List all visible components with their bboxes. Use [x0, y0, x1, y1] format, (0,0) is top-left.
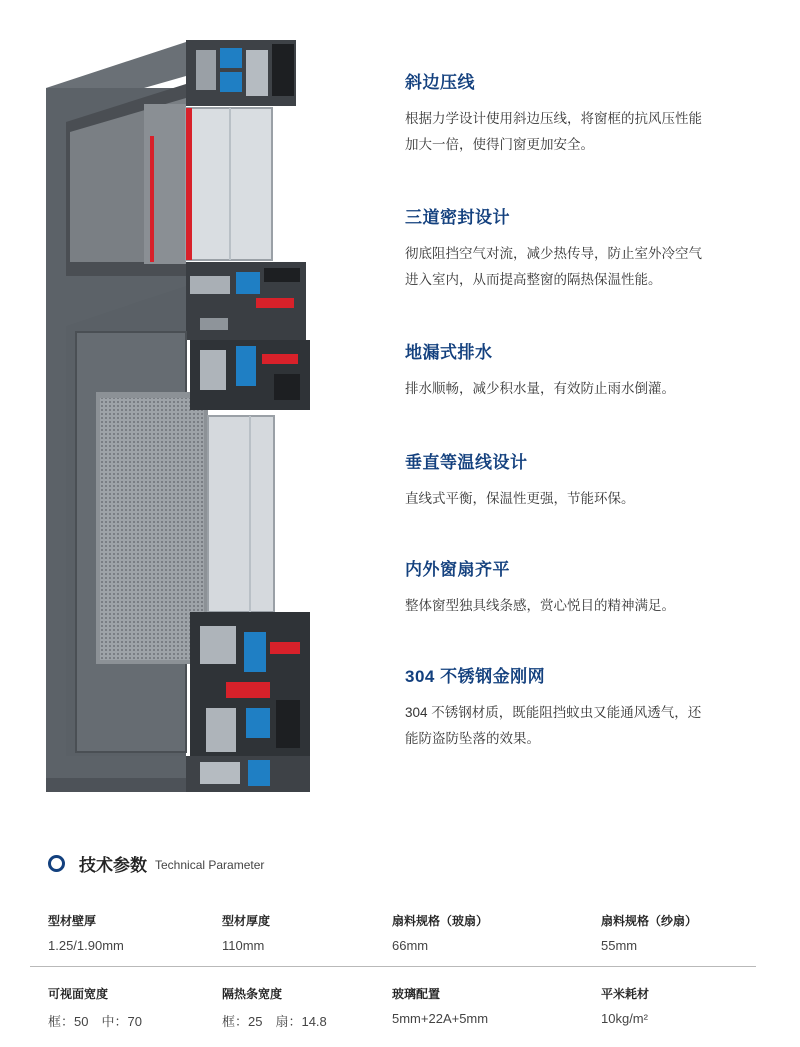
param-item [222, 912, 270, 953]
feature-title: 斜边压线 [405, 73, 475, 92]
param-item [601, 912, 697, 953]
feature-description [405, 700, 775, 752]
feature-desc-line: 进入室内，从而提高整窗的隔热保温性能。 [405, 272, 662, 287]
feature-item [405, 72, 775, 158]
feature-desc-line: 排水顺畅，减少积水量，有效防止雨水倒灌。 [405, 381, 675, 396]
param-item [601, 985, 649, 1026]
param-item [48, 985, 142, 1030]
feature-desc-line: 彻底阻挡空气对流，减少热传导，防止室外冷空气 [405, 246, 702, 261]
feature-title: 内外窗扇齐平 [405, 560, 510, 579]
param-label: 玻璃配置 [392, 987, 441, 1001]
feature-title: 地漏式排水 [405, 343, 493, 362]
param-label: 型材厚度 [222, 914, 271, 928]
feature-desc-line: 整体窗型独具线条感，赏心悦目的精神满足。 [405, 598, 675, 613]
param-label: 平米耗材 [601, 987, 650, 1001]
window-cross-section-image [40, 36, 340, 796]
feature-desc-line: 根据力学设计使用斜边压线，将窗框的抗风压性能 [405, 111, 702, 126]
param-value: 66mm [392, 938, 429, 953]
param-value: 框：25 扇：14.8 [222, 1014, 327, 1029]
param-value: 55mm [601, 938, 638, 953]
feature-title: 垂直等温线设计 [405, 453, 528, 472]
feature-item [405, 342, 775, 402]
feature-description [405, 376, 775, 402]
param-value: 110mm [222, 938, 265, 953]
param-item [48, 912, 124, 953]
feature-description [405, 486, 775, 512]
feature-title: 304 不锈钢金刚网 [405, 667, 546, 686]
ring-bullet-icon [48, 855, 65, 872]
param-item [222, 985, 327, 1030]
param-item [392, 985, 488, 1026]
param-item [392, 912, 488, 953]
params-title: 技术参数 [79, 855, 147, 875]
feature-desc-line: 加大一倍，使得门窗更加安全。 [405, 137, 594, 152]
feature-item [405, 207, 775, 293]
divider [30, 966, 756, 967]
param-value: 框：50 中：70 [48, 1014, 142, 1029]
feature-desc-line: 直线式平衡，保温性更强，节能环保。 [405, 491, 635, 506]
feature-description [405, 593, 775, 619]
feature-title: 三道密封设计 [405, 208, 510, 227]
param-value: 10kg/m² [601, 1011, 648, 1026]
param-label: 扇料规格（纱扇） [601, 914, 698, 928]
feature-item [405, 559, 775, 619]
param-label: 隔热条宽度 [222, 987, 283, 1001]
param-value: 1.25/1.90mm [48, 938, 124, 953]
params-header [48, 850, 264, 876]
param-label: 型材壁厚 [48, 914, 97, 928]
feature-desc-line: 304 不锈钢材质，既能阻挡蚊虫又能通风透气，还 [405, 705, 702, 720]
params-subtitle: Technical Parameter [155, 857, 265, 872]
feature-item [405, 452, 775, 512]
feature-description [405, 241, 775, 293]
feature-item [405, 666, 775, 752]
param-label: 可视面宽度 [48, 987, 109, 1001]
feature-description [405, 106, 775, 158]
feature-desc-line: 能防盗防坠落的效果。 [405, 731, 540, 746]
param-value: 5mm+22A+5mm [392, 1011, 489, 1026]
param-label: 扇料规格（玻扇） [392, 914, 489, 928]
